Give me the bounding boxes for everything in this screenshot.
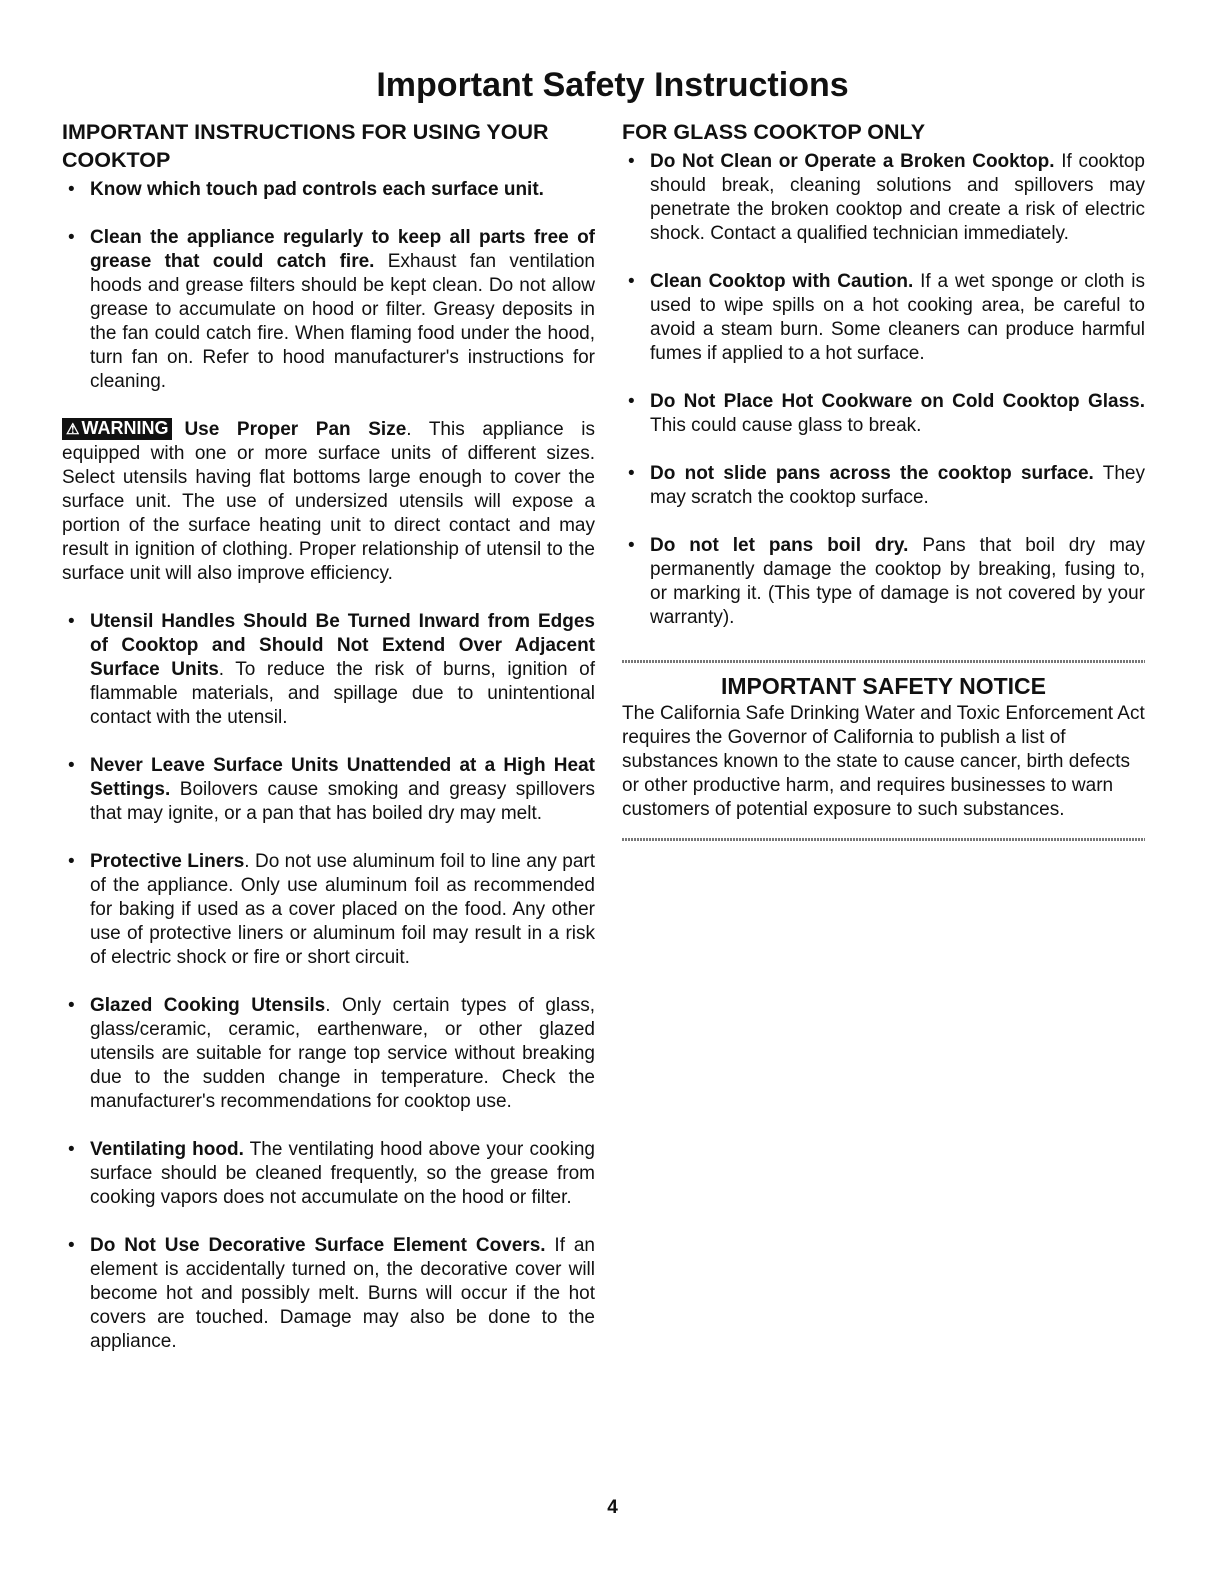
list-item <box>62 994 595 1114</box>
item-text: If an element is accidentally turned on, the decorative cover will become hot and possibly melt. Burns will occur if the hot covers are touched. Damage may also be done to the appliance. <box>90 1235 595 1352</box>
list-item <box>622 270 1145 366</box>
item-text: The ventilating hood above your cooking surface should be cleaned frequently, so the grease from cooking vapors does not accumulate on the hood or filter. <box>90 1139 595 1208</box>
list-item <box>62 1138 595 1210</box>
warning-lead: Use Proper Pan Size <box>184 419 407 440</box>
item-lead: Do not let pans boil dry. <box>650 535 909 556</box>
item-lead: Ventilating hood. <box>90 1139 244 1160</box>
left-column <box>62 118 595 1354</box>
bullet-icon: • <box>628 463 635 484</box>
bullet-icon: • <box>628 271 635 292</box>
bullet-icon: • <box>68 179 75 200</box>
page-number: 4 <box>607 1497 618 1518</box>
item-text: Pans that boil dry may permanently damage the cooktop by breaking, fusing to, or marking it. (This type of damage is not covered by your warranty). <box>650 535 1145 628</box>
bullet-icon: • <box>68 1235 75 1256</box>
item-text: If cooktop should break, cleaning solutions and spillovers may penetrate the broken cooktop and create a risk of electric shock. Contact a qualified technician immediately. <box>650 151 1146 244</box>
right-column <box>622 118 1145 841</box>
item-text: Boilovers cause smoking and greasy spillovers that may ignite, or a pan that has boiled dry may melt. <box>90 779 595 824</box>
item-text: This could cause glass to break. <box>650 415 922 436</box>
section-heading-glass-cooktop: FOR GLASS COOKTOP ONLY <box>622 120 926 144</box>
item-lead: Utensil Handles Should Be Turned Inward from Edges of Cooktop and Should Not Extend Over Adjacent Surface Units <box>90 611 595 680</box>
list-item <box>622 150 1145 246</box>
item-text: They may scratch the cooktop surface. <box>650 463 1145 508</box>
item-lead: Clean Cooktop with Caution. <box>650 271 914 292</box>
list-item <box>622 534 1145 630</box>
bullet-icon: • <box>628 535 635 556</box>
notice-text: The California Safe Drinking Water and Toxic Enforcement Act requires the Governor of California to publish a list of substances known to the state to cause cancer, birth defects or other productive harm, and requires businesses to warn customers of potential exposure to such substances. <box>622 703 1145 820</box>
item-lead: Glazed Cooking Utensils <box>90 995 326 1016</box>
item-text: . Only certain types of glass, glass/ceramic, ceramic, earthenware, or other glazed utensils are suitable for range top service without breaking due to the sudden change in temperature. Check the manufacturer's recommendations for cooktop use. <box>90 995 595 1112</box>
bullet-icon: • <box>628 391 635 412</box>
warning-text: . This appliance is equipped with one or more surface units of different sizes. Select utensils having flat bottoms large enough to cover the surface unit. The use of undersized utensils will expose a portion of the surface heating unit to direct contact and may result in ignition of clothing. Proper relationship of utensil to the surface unit will also improve efficiency. <box>62 419 596 584</box>
item-lead: Protective Liners <box>90 851 245 872</box>
item-text: Exhaust fan ventilation hoods and grease filters should be kept clean. Do not allow grease to accumulate on hood or filter. Greasy deposits in the fan could catch fire. When flaming food under the hood, turn fan on. Refer to hood manufacturer's instructions for cleaning. <box>90 251 595 392</box>
item-text: If a wet sponge or cloth is used to wipe spills on a hot cooking area, be careful to avoid a steam burn. Some cleaners can produce harmful fumes if applied to a hot surface. <box>650 271 1145 364</box>
warning-badge: ⚠ WARNING <box>62 418 172 440</box>
warning-triangle-icon: ⚠ <box>66 421 80 438</box>
section-heading-cooktop: IMPORTANT INSTRUCTIONS FOR USING YOUR COOKTOP <box>62 120 549 172</box>
list-item <box>622 462 1145 510</box>
bullet-icon: • <box>628 151 635 172</box>
bullet-icon: • <box>68 851 75 872</box>
notice-divider-bottom <box>622 838 1145 841</box>
item-lead: Know which touch pad controls each surface unit. <box>90 179 544 200</box>
list-item <box>62 850 595 970</box>
list-item <box>62 178 595 202</box>
list-item <box>622 390 1145 438</box>
bullet-icon: • <box>68 755 75 776</box>
bullet-icon: • <box>68 1139 75 1160</box>
bullet-icon: • <box>68 227 75 248</box>
item-lead: Do Not Place Hot Cookware on Cold Cooktop Glass. <box>650 391 1145 412</box>
notice-divider-top <box>622 660 1145 663</box>
item-text: . Do not use aluminum foil to line any part of the appliance. Only use aluminum foil as recommended for baking if used as a cover placed on the food. Any other use of protective liners or aluminum foil may result in a risk of electric shock or fire or short circuit. <box>90 851 595 968</box>
page-title: Important Safety Instructions <box>376 66 849 104</box>
item-lead: Do Not Clean or Operate a Broken Cooktop. <box>650 151 1055 172</box>
list-item <box>62 1234 595 1354</box>
list-item <box>62 754 595 826</box>
item-lead: Clean the appliance regularly to keep all parts free of grease that could catch fire. <box>90 227 595 272</box>
item-lead: Do Not Use Decorative Surface Element Covers. <box>90 1235 546 1256</box>
bullet-icon: • <box>68 995 75 1016</box>
list-item <box>62 610 595 730</box>
notice-title: IMPORTANT SAFETY NOTICE <box>721 673 1046 699</box>
item-lead: Never Leave Surface Units Unattended at a High Heat Settings. <box>90 755 595 800</box>
warning-block <box>62 418 595 586</box>
bullet-icon: • <box>68 611 75 632</box>
item-text: . To reduce the risk of burns, ignition of flammable materials, and spillage due to unintentional contact with the utensil. <box>90 659 595 728</box>
list-item <box>62 226 595 394</box>
item-lead: Do not slide pans across the cooktop surface. <box>650 463 1094 484</box>
